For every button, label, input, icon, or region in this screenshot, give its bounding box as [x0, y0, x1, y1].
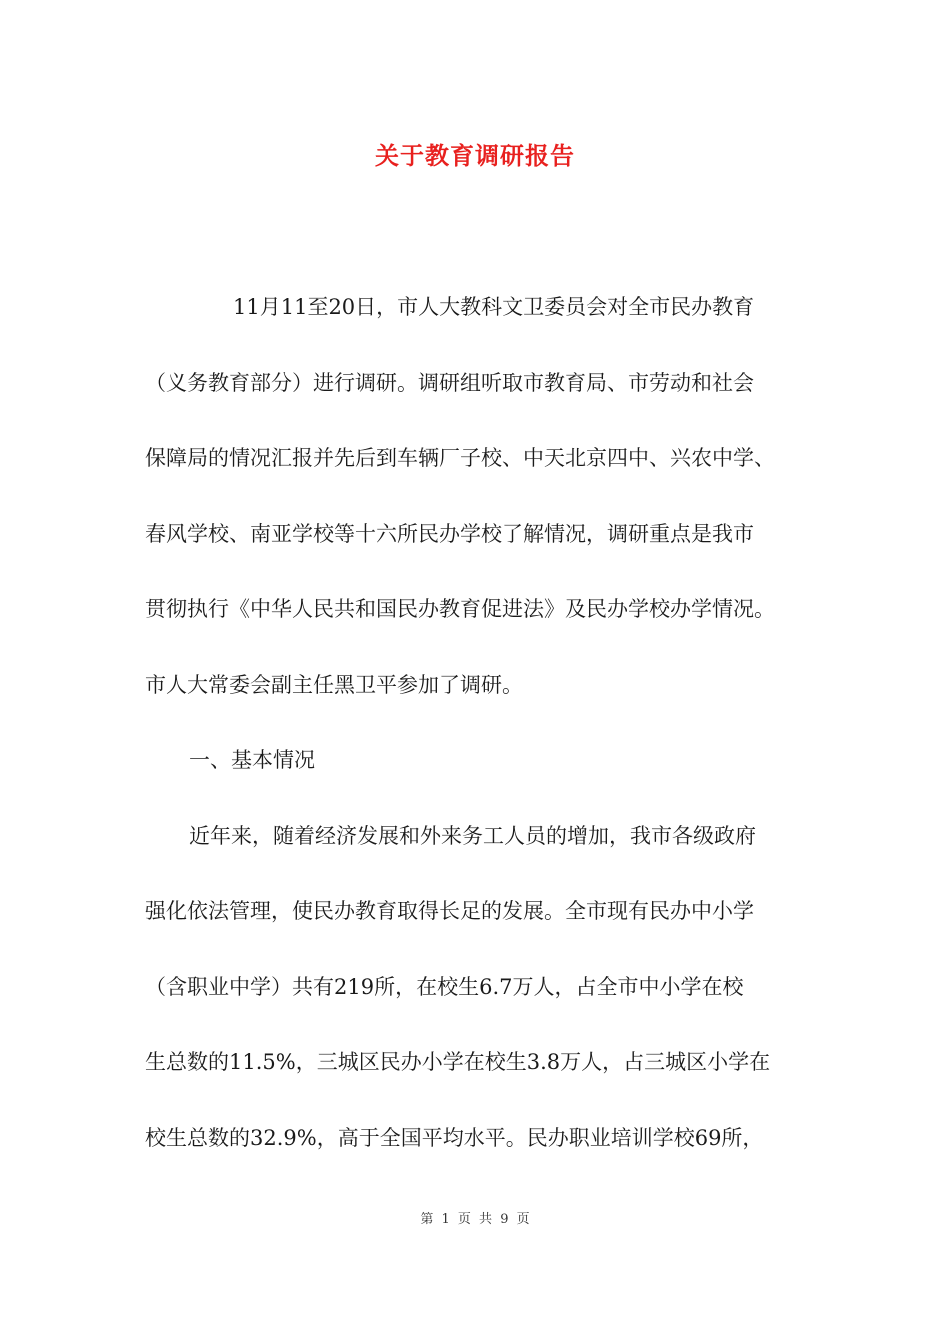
- paragraph-line: 春风学校、南亚学校等十六所民办学校了解情况，调研重点是我市: [145, 521, 754, 546]
- paragraph-line: 贯彻执行《中华人民共和国民办教育促进法》及民办学校办学情况。: [145, 597, 775, 621]
- paragraph-line: 11月11至20日，市人大教科文卫委员会对全市民办教育: [233, 295, 755, 319]
- section-heading: 一、基本情况: [189, 748, 315, 772]
- paragraph-line: 保障局的情况汇报并先后到车辆厂子校、中天北京四中、兴农中学、: [145, 446, 775, 470]
- paragraph-line: 校生总数的32.9%，高于全国平均水平。民办职业培训学校69所，: [145, 1125, 764, 1150]
- paragraph-line: 近年来，随着经济发展和外来务工人员的增加，我市各级政府: [189, 823, 756, 848]
- page-number-footer: 第 1 页 共 9 页: [420, 1212, 530, 1227]
- paragraph-line: 生总数的11.5%，三城区民办小学在校生3.8万人，占三城区小学在: [145, 1050, 771, 1074]
- document-title: 关于教育调研报告: [375, 141, 575, 170]
- document-body: [145, 270, 810, 1176]
- paragraph-line: （义务教育部分）进行调研。调研组听取市教育局、市劳动和社会: [145, 370, 754, 395]
- paragraph-line: 市人大常委会副主任黑卫平参加了调研。: [145, 672, 523, 697]
- paragraph-line: 强化依法管理，使民办教育取得长足的发展。全市现有民办中小学: [145, 899, 754, 923]
- paragraph-line: （含职业中学）共有219所，在校生6.7万人，占全市中小学在校: [145, 974, 744, 999]
